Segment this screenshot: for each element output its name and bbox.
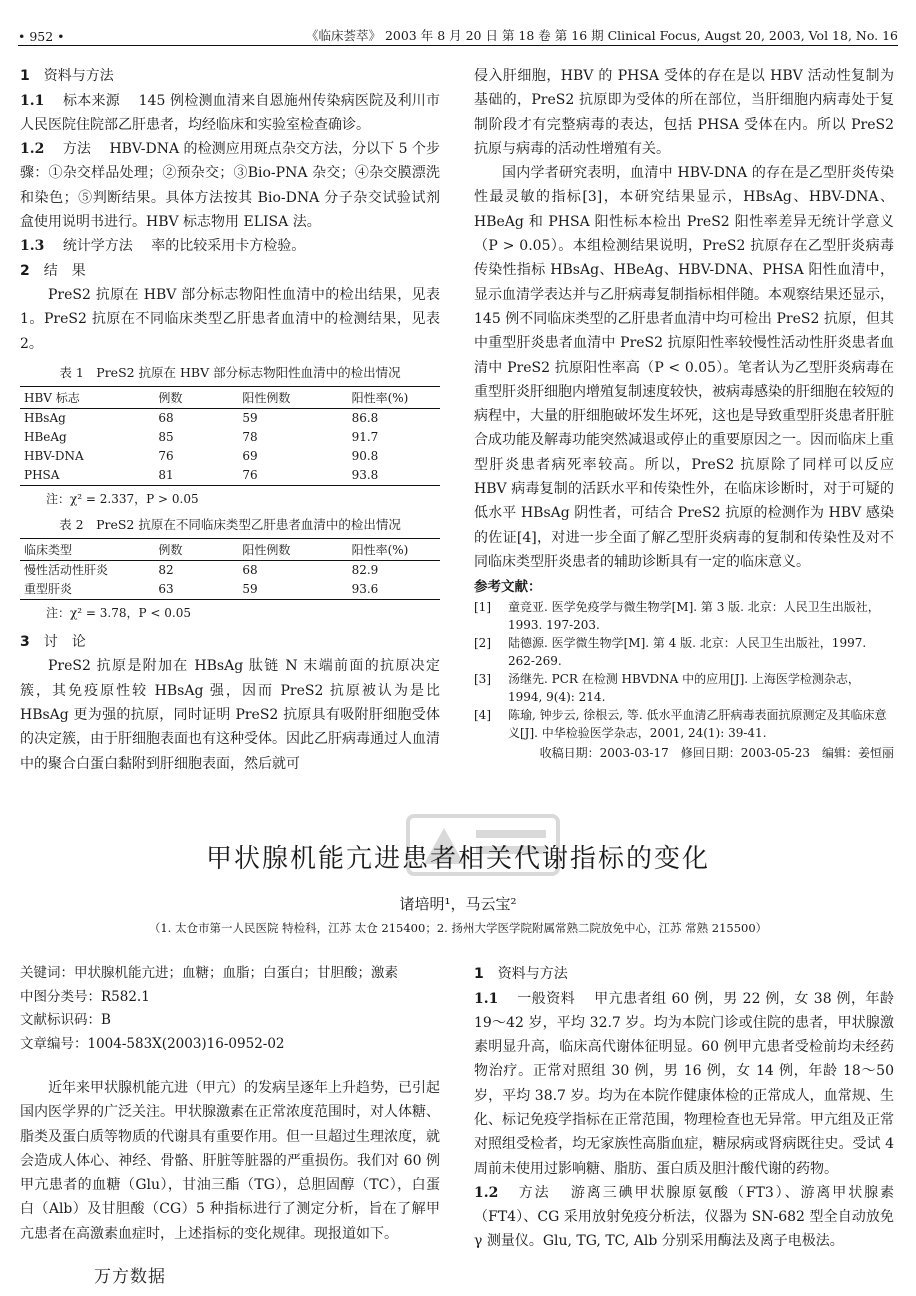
table-row bbox=[20, 466, 440, 486]
subsection-number: 1.1 bbox=[474, 990, 499, 1007]
table-header: 临床类型 bbox=[20, 538, 154, 560]
table-header: 例数 bbox=[154, 386, 238, 408]
table-cell: HBV-DNA bbox=[24, 448, 84, 463]
subsection-1-1 bbox=[20, 89, 440, 138]
table-cell: 慢性活动性肝炎 bbox=[24, 562, 109, 577]
subsection-number: 1.1 bbox=[20, 92, 45, 109]
article1-left-column bbox=[20, 64, 440, 776]
subsection-1-3 bbox=[20, 234, 440, 258]
section-title: 资料与方法 bbox=[43, 68, 114, 84]
paragraph-text: 游离三碘甲状腺原氨酸（FT3）、游离甲状腺素（FT4）、CG 采用放射免疫分析法，仪器为 SN-682 型全自动放免 γ 测量仪。Glu, TG, TC, Alb 分别采用酶法及离子电极法。 bbox=[474, 1184, 895, 1250]
table1-note: 注：χ² = 2.337，P > 0.05 bbox=[46, 491, 199, 506]
table-cell: HBeAg bbox=[24, 429, 67, 444]
table-cell: 68 bbox=[242, 562, 258, 577]
page-number: • 952 • bbox=[18, 29, 65, 44]
table-header: 阳性率(%) bbox=[348, 538, 440, 560]
keywords: 关键词：甲状腺机能亢进；血糖；血脂；白蛋白；甘胆酸；激素 bbox=[20, 965, 398, 981]
section-title: 结 果 bbox=[43, 262, 86, 279]
reference-text: 陆德源. 医学微生物学[M]. 第 4 版. 北京：人民卫生出版社，1997. 262-269. bbox=[508, 636, 867, 669]
reference-item bbox=[474, 706, 894, 742]
table-row bbox=[20, 408, 440, 428]
header-rule bbox=[18, 45, 898, 46]
references-title: 参考文献： bbox=[474, 579, 542, 596]
reference-item bbox=[474, 634, 894, 670]
reference-text: 童竞亚. 医学免疫学与微生物学[M]. 第 3 版. 北京：人民卫生出版社，1993. 197-203. bbox=[508, 600, 880, 633]
subsection-number: 1.2 bbox=[474, 1184, 499, 1201]
discussion-continued: 侵入肝细胞，HBV 的 PHSA 受体的存在是以 HBV 活动性复制为基础的，PreS2 抗原即为受体的所在部位，当肝细胞内病毒处于复制阶段才有完整病毒的表达，包括 PHSA 受体在内。所以 PreS2 抗原与病毒的活动性增殖有关。 bbox=[474, 68, 894, 157]
table-cell: 93.6 bbox=[348, 580, 440, 600]
reference-number: [4] bbox=[474, 708, 491, 723]
subsection-title: 方法 bbox=[518, 1184, 551, 1201]
subsection-number: 1.3 bbox=[20, 238, 45, 255]
paragraph-text: 145 例检测血清来自恩施州传染病医院及利川市人民医院住院部乙肝患者，均经临床和实验室检查确诊。 bbox=[20, 92, 441, 133]
running-header bbox=[18, 20, 898, 44]
reference-number: [2] bbox=[474, 636, 491, 651]
table-header: HBV 标志 bbox=[20, 386, 154, 408]
watermark-text: 万方数据 bbox=[94, 1267, 166, 1287]
section-heading bbox=[20, 259, 440, 284]
discussion-paragraph: 国内学者研究表明，血清中 HBV-DNA 的存在是乙型肝炎传染性最灵敏的指标[3]，本研究结果显示，HBsAg、HBV-DNA、HBeAg 和 PHSA 阳性标本检出 PreS2 阳性率差异无统计学意义（P > 0.05）。本组检测结果说明，PreS2 抗原存在乙型肝炎病毒传染性指标 HBsAg、HBeAg、HBV-DNA、PHSA 阳性血清中，显示血清学表达并与乙肝病毒复制指标相伴随。本观察结果还显示，145 例不同临床类型的乙肝患者血清中均可检出 PreS2 抗原，但其中重型肝炎患者血清中 PreS2 抗原阳性率较慢性活动性肝炎患者血清中 PreS2 抗原阳性率高（P < 0.05）。笔者认为乙型肝炎病毒在重型肝炎肝细胞内增殖复制速度较快，被病毒感染的肝细胞在较短的病程中，大量的肝细胞破坏发生坏死，这也是导致重型肝炎患者肝脏合成功能及解毒功能突然减退或停止的重要原因之一。因而临床上重型肝炎患者病死率较高。所以，PreS2 抗原除了同样可以反应 HBV 病毒复制的活跃水平和传染性外，在临床诊断时，对于可疑的低水平 HBsAg 阴性者，可结合 PreS2 抗原的检测作为 HBV 感染的佐证[4]，对进一步全面了解乙型肝炎病毒的复制和传染性及对不同临床类型肝炎患者的辅助诊断具有一定的临床意义。 bbox=[474, 165, 894, 570]
authors: 诸培明¹，马云宝² bbox=[399, 895, 517, 913]
subsection-title: 统计学方法 bbox=[62, 238, 133, 255]
reference-number: [1] bbox=[474, 600, 491, 615]
article1-right-column bbox=[474, 64, 894, 762]
section-heading bbox=[474, 962, 894, 987]
table-cell: 82.9 bbox=[351, 562, 379, 577]
table-cell: 85 bbox=[158, 429, 174, 444]
table-header: 阳性率(%) bbox=[348, 386, 440, 408]
table-cell: HBsAg bbox=[24, 410, 66, 425]
subsection-title: 标本来源 bbox=[63, 92, 120, 109]
section-heading bbox=[20, 630, 440, 655]
journal-citation: 《临床荟萃》 2003 年 8 月 20 日 第 18 卷 第 16 期 Clinical Focus, Augst 20, 2003, Vol 18, No. 16 bbox=[305, 28, 898, 43]
discussion-paragraph: PreS2 抗原是附加在 HBsAg 肽链 N 末端前面的抗原决定簇，其免疫原性较 HBsAg 强，因而 PreS2 抗原被认为是比 HBsAg 更为强的抗原，同时证明 PreS2 抗原具有吸附肝细胞受体的决定簇，由于肝细胞表面也有这种受体。因此乙肝病毒通过人血清中的聚合白蛋白黏附到肝细胞表面，然后就可 bbox=[20, 658, 440, 772]
section-title: 资料与方法 bbox=[497, 966, 568, 982]
paragraph-text: 率的比较采用卡方检验。 bbox=[151, 238, 306, 255]
subsection-1-1 bbox=[474, 987, 894, 1181]
subsection-1-2 bbox=[474, 1181, 894, 1254]
article-number: 文章编号：1004-583X(2003)16-0952-02 bbox=[20, 1035, 285, 1052]
clc-number: 中图分类号：R582.1 bbox=[20, 988, 150, 1005]
article2-intro bbox=[20, 1076, 440, 1246]
table-cell: 69 bbox=[242, 448, 258, 463]
section-title: 讨 论 bbox=[43, 633, 86, 650]
document-code: 文献标识码：B bbox=[20, 1012, 111, 1028]
table1 bbox=[20, 386, 440, 486]
table-row bbox=[20, 560, 440, 580]
table-cell: 86.8 bbox=[351, 410, 379, 425]
reference-text: 汤继先. PCR 在检测 HBVDNA 中的应用[J]. 上海医学检测杂志，1994, 9(4): 214. bbox=[508, 672, 860, 705]
table-cell: 90.8 bbox=[351, 448, 379, 463]
table1-caption: 表 1 PreS2 抗原在 HBV 部分标志物阳性血清中的检出情况 bbox=[59, 364, 401, 380]
reference-number: [3] bbox=[474, 672, 491, 687]
section-heading bbox=[20, 64, 440, 89]
table-cell: 91.7 bbox=[351, 429, 379, 444]
section-number: 1 bbox=[20, 68, 30, 84]
section-number: 1 bbox=[474, 966, 484, 982]
results-paragraph: PreS2 抗原在 HBV 部分标志物阳性血清中的检出结果，见表 1。PreS2 抗原在不同临床类型乙肝患者血清中的检测结果，见表 2。 bbox=[20, 287, 440, 352]
reference-item bbox=[474, 670, 894, 706]
table-header: 阳性例数 bbox=[238, 386, 347, 408]
table-cell: 81 bbox=[154, 466, 238, 486]
references-list bbox=[474, 598, 894, 742]
table-cell: PHSA bbox=[20, 466, 154, 486]
subsection-number: 1.2 bbox=[20, 141, 45, 158]
received-dates: 收稿日期：2003-03-17 修回日期：2003-05-23 编辑：姜恒丽 bbox=[539, 746, 894, 761]
paragraph-text: 甲亢患者组 60 例，男 22 例，女 38 例，年龄 19～42 岁，平均 32.7 岁。均为本院门诊或住院的患者，甲状腺激素明显升高，临床高代谢体征明显。60 例甲亢患者受检前均未经药物治疗。正常对照组 30 例，男 16 例，女 14 例，年龄 18～50 岁，平均 38.7 岁。均为在本院作健康体检的正常成人，血常规、生化、标记免疫学指标在正常范围，物理检查也无异常。甲亢组及正常对照组受检者，均无家族性高脂血症，糖尿病或肾病既往史。受试 4 周前未使用过影响糖、脂肪、蛋白质及胆汁酸代谢的药物。 bbox=[474, 990, 894, 1177]
reference-text: 陈瑜, 钟步云, 徐根云, 等. 低水平血清乙肝病毒表面抗原测定及其临床意义[J]. 中华检验医学杂志，2001, 24(1): 39-41. bbox=[508, 708, 887, 741]
table-cell: 68 bbox=[158, 410, 174, 425]
table-cell: 82 bbox=[158, 562, 174, 577]
reference-item bbox=[474, 598, 894, 634]
subsection-title: 一般资料 bbox=[517, 990, 576, 1007]
subsection-title: 方法 bbox=[62, 141, 91, 158]
table-cell: 93.8 bbox=[348, 466, 440, 486]
table-row bbox=[20, 428, 440, 447]
table-header: 例数 bbox=[154, 538, 238, 560]
article2-right-column bbox=[474, 962, 894, 1254]
table2-note: 注：χ² = 3.78，P < 0.05 bbox=[46, 605, 191, 620]
table2-caption: 表 2 PreS2 抗原在不同临床类型乙肝患者血清中的检出情况 bbox=[59, 516, 401, 532]
table-cell: 59 bbox=[242, 410, 258, 425]
affiliations: （1. 太仓市第一人民医院 特检科，江苏 太仓 215400；2. 扬州大学医学院附属常熟二院放免中心，江苏 常熟 215500） bbox=[148, 921, 768, 935]
table-row bbox=[20, 580, 440, 600]
section-number: 2 bbox=[20, 262, 30, 279]
table-header: 阳性例数 bbox=[238, 538, 347, 560]
table-cell: 59 bbox=[238, 580, 347, 600]
section-number: 3 bbox=[20, 633, 30, 650]
paragraph-text: HBV-DNA 的检测应用斑点杂交方法，分以下 5 个步骤：①杂交样品处理；②预杂交；③Bio-PNA 杂交；④杂交膜漂洗和染色；⑤判断结果。具体方法按其 Bio-DNA 分子杂交试验试剂盒使用说明书进行。HBV 标志物用 ELISA 法。 bbox=[20, 141, 441, 230]
table-cell: 78 bbox=[242, 429, 258, 444]
article-metadata bbox=[20, 962, 440, 1056]
table-row bbox=[20, 447, 440, 466]
table-cell: 63 bbox=[154, 580, 238, 600]
article-title: 甲状腺机能亢进患者相关代谢指标的变化 bbox=[205, 844, 710, 874]
table-cell: 重型肝炎 bbox=[20, 580, 154, 600]
subsection-1-2 bbox=[20, 137, 440, 234]
intro-paragraph: 近年来甲状腺机能亢进（甲亢）的发病呈逐年上升趋势，已引起国内医学界的广泛关注。甲状腺激素在正常浓度范围时，对人体糖、脂类及蛋白质等物质的代谢具有重要作用。但一旦超过生理浓度，就会造成人体心、神经、骨骼、肝脏等脏器的严重损伤。我们对 60 例甲亢患者的血糖（Glu），甘油三酯（TG），总胆固醇（TC），白蛋白（Alb）及甘胆酸（CG）5 种指标进行了测定分析，旨在了解甲亢患者在高激素血症时，上述指标的变化规律。现报道如下。 bbox=[20, 1080, 440, 1242]
table-cell: 76 bbox=[158, 448, 174, 463]
table-cell: 76 bbox=[238, 466, 347, 486]
table2 bbox=[20, 538, 440, 600]
